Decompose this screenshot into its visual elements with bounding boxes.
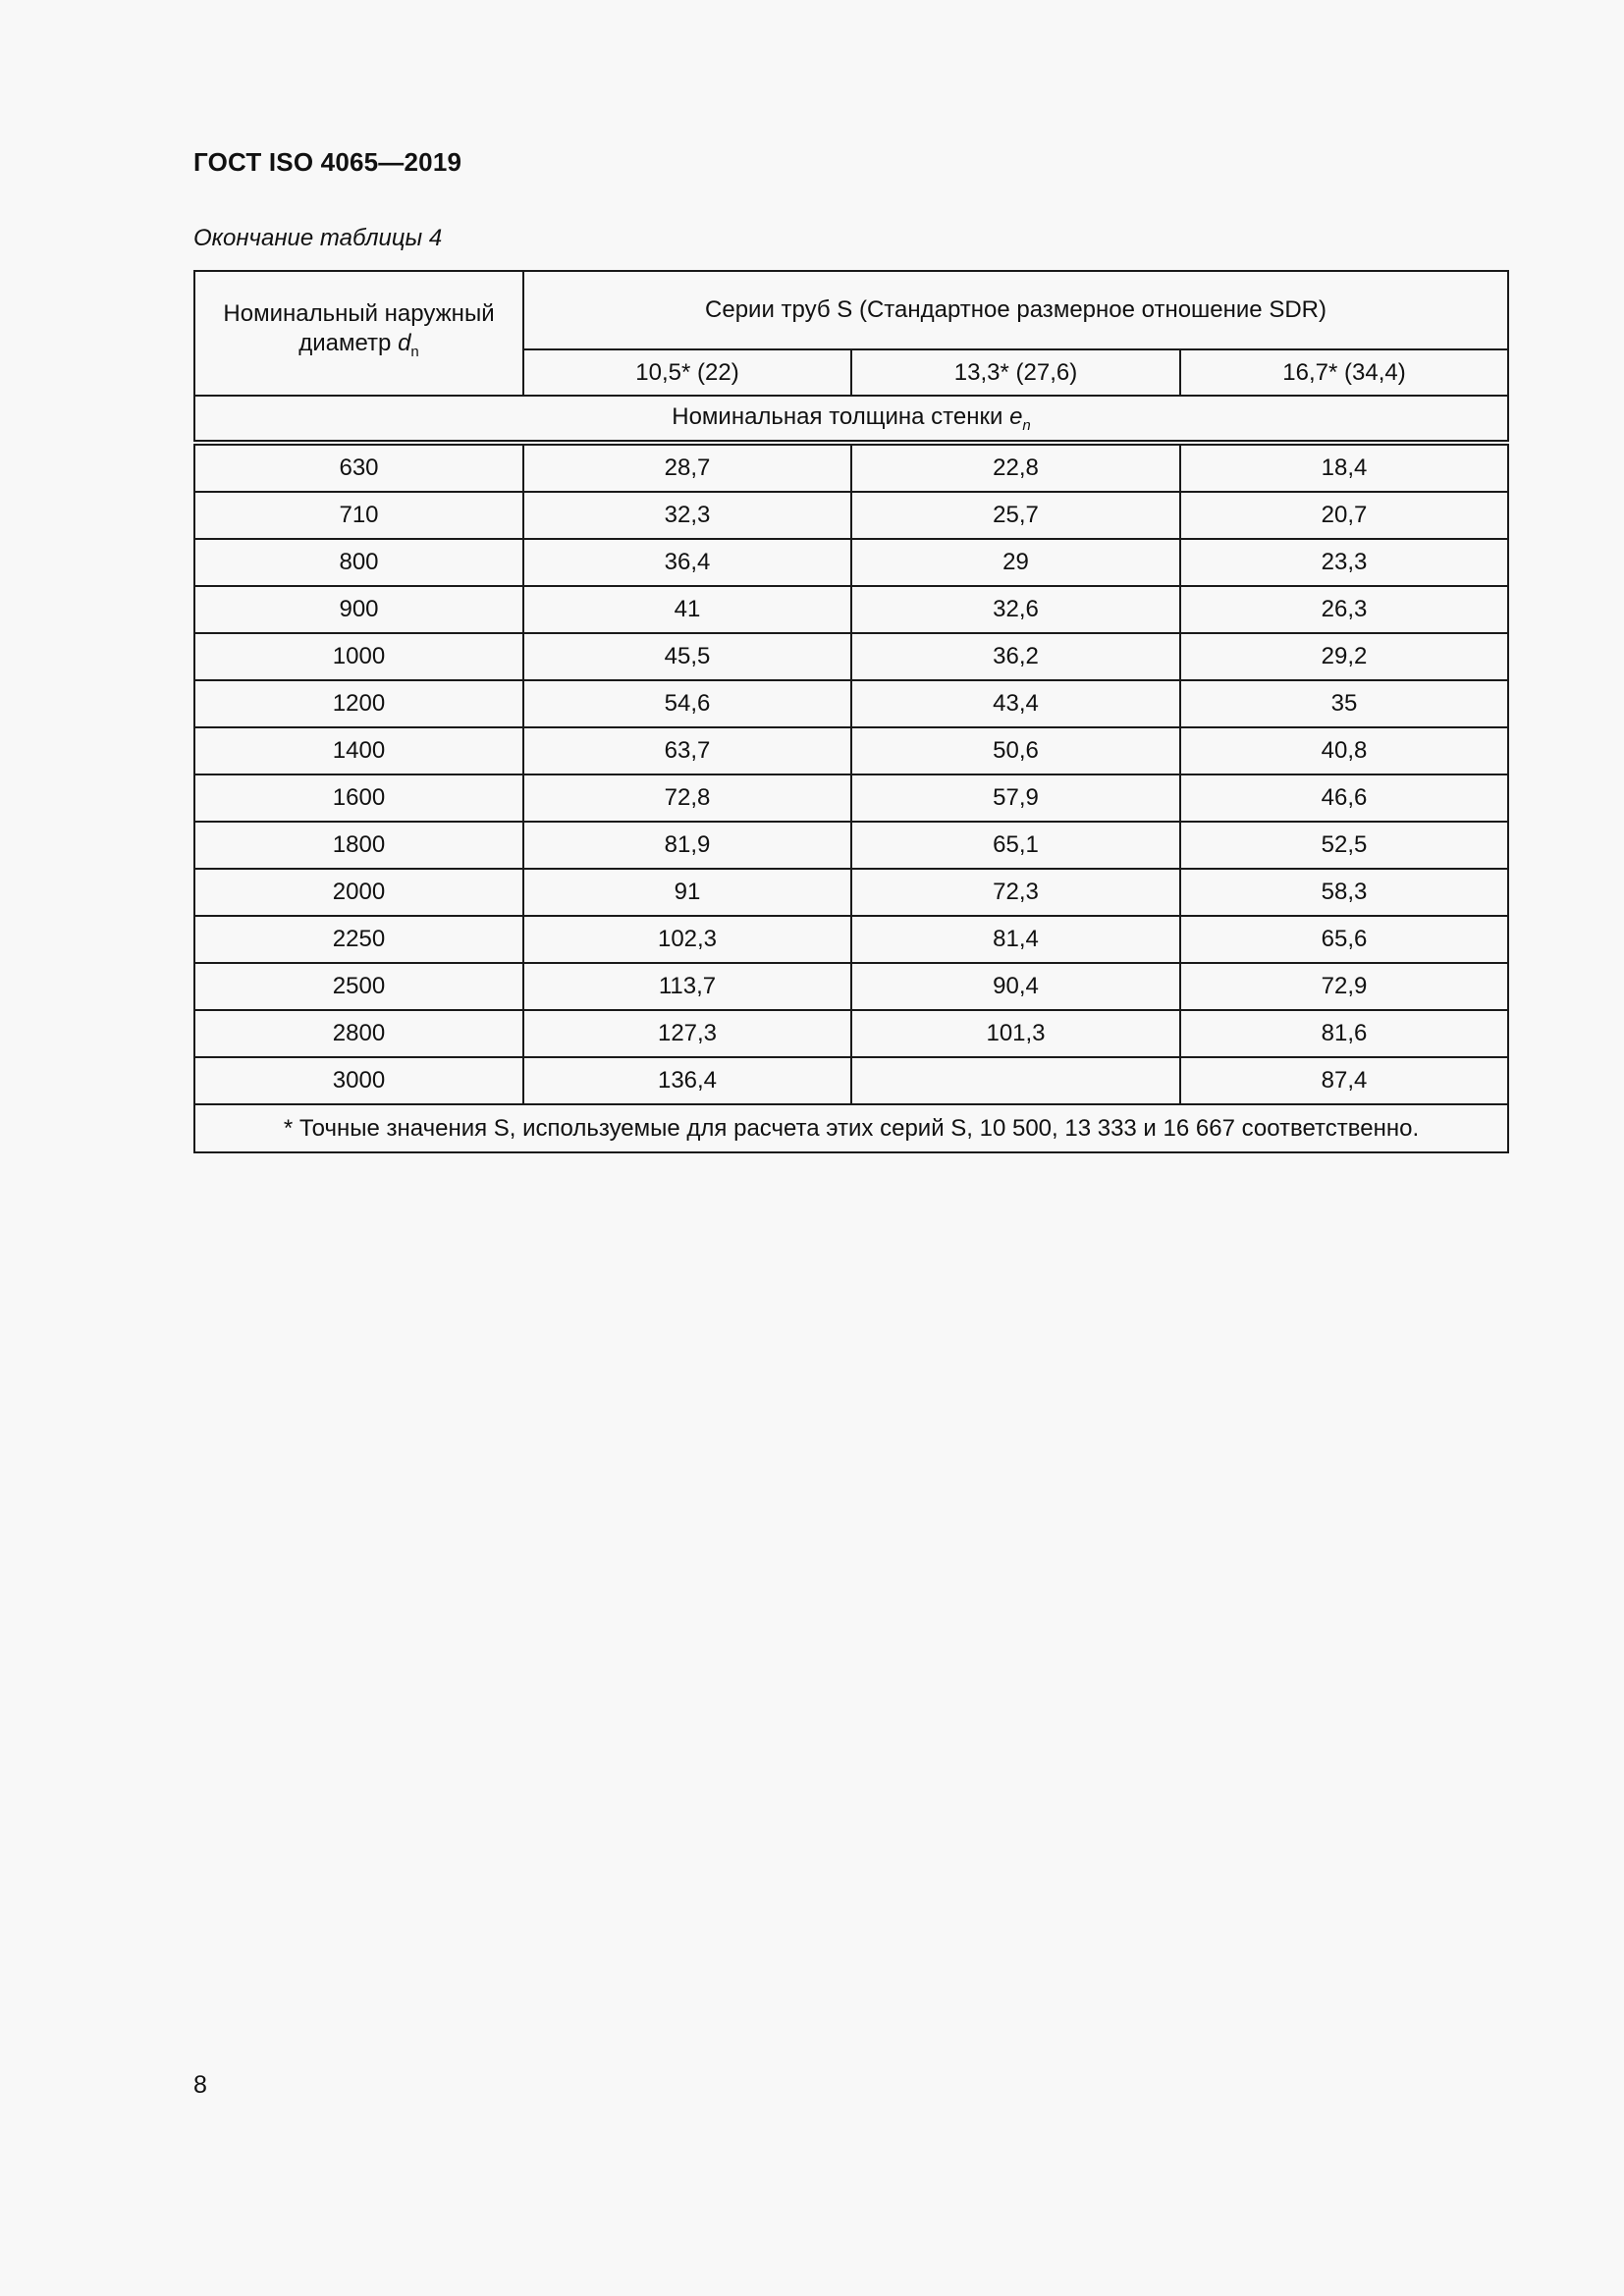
thickness-cell: 81,9 <box>523 822 851 869</box>
diameter-cell: 3000 <box>194 1057 523 1104</box>
diameter-cell: 2500 <box>194 963 523 1010</box>
table-row <box>194 1010 1508 1057</box>
thickness-cell: 22,8 <box>851 443 1180 492</box>
thickness-cell: 18,4 <box>1180 443 1508 492</box>
data-table-container <box>193 270 1507 1153</box>
table-row <box>194 774 1508 822</box>
thickness-cell: 72,8 <box>523 774 851 822</box>
thickness-cell: 40,8 <box>1180 727 1508 774</box>
table-row <box>194 680 1508 727</box>
wall-thickness-header <box>194 396 1508 443</box>
thickness-cell: 50,6 <box>851 727 1180 774</box>
thickness-cell: 46,6 <box>1180 774 1508 822</box>
thickness-cell: 127,3 <box>523 1010 851 1057</box>
thickness-cell: 65,1 <box>851 822 1180 869</box>
wall-thickness-table <box>193 270 1509 1153</box>
thickness-cell: 32,6 <box>851 586 1180 633</box>
table-row <box>194 1057 1508 1104</box>
wall-thickness-symbol: e <box>1009 402 1023 430</box>
table-row <box>194 822 1508 869</box>
diameter-cell: 2000 <box>194 869 523 916</box>
document-title: ГОСТ ISO 4065—2019 <box>193 147 462 177</box>
diameter-symbol: d <box>398 330 411 356</box>
thickness-cell: 101,3 <box>851 1010 1180 1057</box>
thickness-cell: 72,3 <box>851 869 1180 916</box>
diameter-cell: 1400 <box>194 727 523 774</box>
thickness-cell: 72,9 <box>1180 963 1508 1010</box>
thickness-cell: 20,7 <box>1180 492 1508 539</box>
thickness-cell: 26,3 <box>1180 586 1508 633</box>
table-row <box>194 539 1508 586</box>
thickness-cell: 29,2 <box>1180 633 1508 680</box>
diameter-symbol-subscript: n <box>410 344 419 360</box>
thickness-cell: 91 <box>523 869 851 916</box>
diameter-cell: 1000 <box>194 633 523 680</box>
thickness-cell: 87,4 <box>1180 1057 1508 1104</box>
series-header: Серии труб S (Стандартное размерное отношение SDR) <box>523 271 1508 349</box>
thickness-cell: 63,7 <box>523 727 851 774</box>
thickness-cell: 65,6 <box>1180 916 1508 963</box>
diameter-column-header <box>194 271 523 396</box>
thickness-cell: 136,4 <box>523 1057 851 1104</box>
series-header-2: 13,3* (27,6) <box>851 349 1180 396</box>
table-row <box>194 586 1508 633</box>
table-row <box>194 916 1508 963</box>
thickness-cell: 41 <box>523 586 851 633</box>
diameter-cell: 630 <box>194 443 523 492</box>
thickness-cell: 81,4 <box>851 916 1180 963</box>
thickness-cell: 43,4 <box>851 680 1180 727</box>
thickness-cell: 45,5 <box>523 633 851 680</box>
diameter-header-line1: Номинальный наружный <box>223 300 495 327</box>
thickness-cell: 113,7 <box>523 963 851 1010</box>
diameter-cell: 800 <box>194 539 523 586</box>
table-row <box>194 443 1508 492</box>
diameter-cell: 1200 <box>194 680 523 727</box>
table-row <box>194 727 1508 774</box>
thickness-cell: 36,4 <box>523 539 851 586</box>
thickness-cell: 90,4 <box>851 963 1180 1010</box>
wall-thickness-symbol-subscript: n <box>1022 416 1031 434</box>
thickness-cell: 35 <box>1180 680 1508 727</box>
wall-thickness-label: Номинальная толщина стенки <box>672 402 1010 430</box>
footnote-row <box>194 1104 1508 1152</box>
thickness-cell: 25,7 <box>851 492 1180 539</box>
diameter-header-line2: диаметр <box>298 330 399 356</box>
table-row <box>194 633 1508 680</box>
table-caption: Окончание таблицы 4 <box>193 225 443 251</box>
series-header-1: 10,5* (22) <box>523 349 851 396</box>
diameter-cell: 900 <box>194 586 523 633</box>
thickness-cell <box>851 1057 1180 1104</box>
thickness-cell: 29 <box>851 539 1180 586</box>
thickness-cell: 23,3 <box>1180 539 1508 586</box>
table-footnote: * Точные значения S, используемые для расчета этих серий S, 10 500, 13 333 и 16 667 соответственно. <box>194 1104 1508 1152</box>
series-header-3: 16,7* (34,4) <box>1180 349 1508 396</box>
thickness-cell: 81,6 <box>1180 1010 1508 1057</box>
diameter-cell: 1800 <box>194 822 523 869</box>
thickness-cell: 54,6 <box>523 680 851 727</box>
thickness-cell: 52,5 <box>1180 822 1508 869</box>
diameter-cell: 2250 <box>194 916 523 963</box>
wall-thickness-header-row <box>194 396 1508 443</box>
thickness-cell: 102,3 <box>523 916 851 963</box>
thickness-cell: 57,9 <box>851 774 1180 822</box>
thickness-cell: 36,2 <box>851 633 1180 680</box>
table-header-row <box>194 271 1508 349</box>
diameter-cell: 710 <box>194 492 523 539</box>
thickness-cell: 28,7 <box>523 443 851 492</box>
thickness-cell: 32,3 <box>523 492 851 539</box>
thickness-cell: 58,3 <box>1180 869 1508 916</box>
table-row <box>194 963 1508 1010</box>
diameter-cell: 2800 <box>194 1010 523 1057</box>
table-row <box>194 869 1508 916</box>
page-number: 8 <box>193 2071 207 2099</box>
table-row <box>194 492 1508 539</box>
diameter-cell: 1600 <box>194 774 523 822</box>
